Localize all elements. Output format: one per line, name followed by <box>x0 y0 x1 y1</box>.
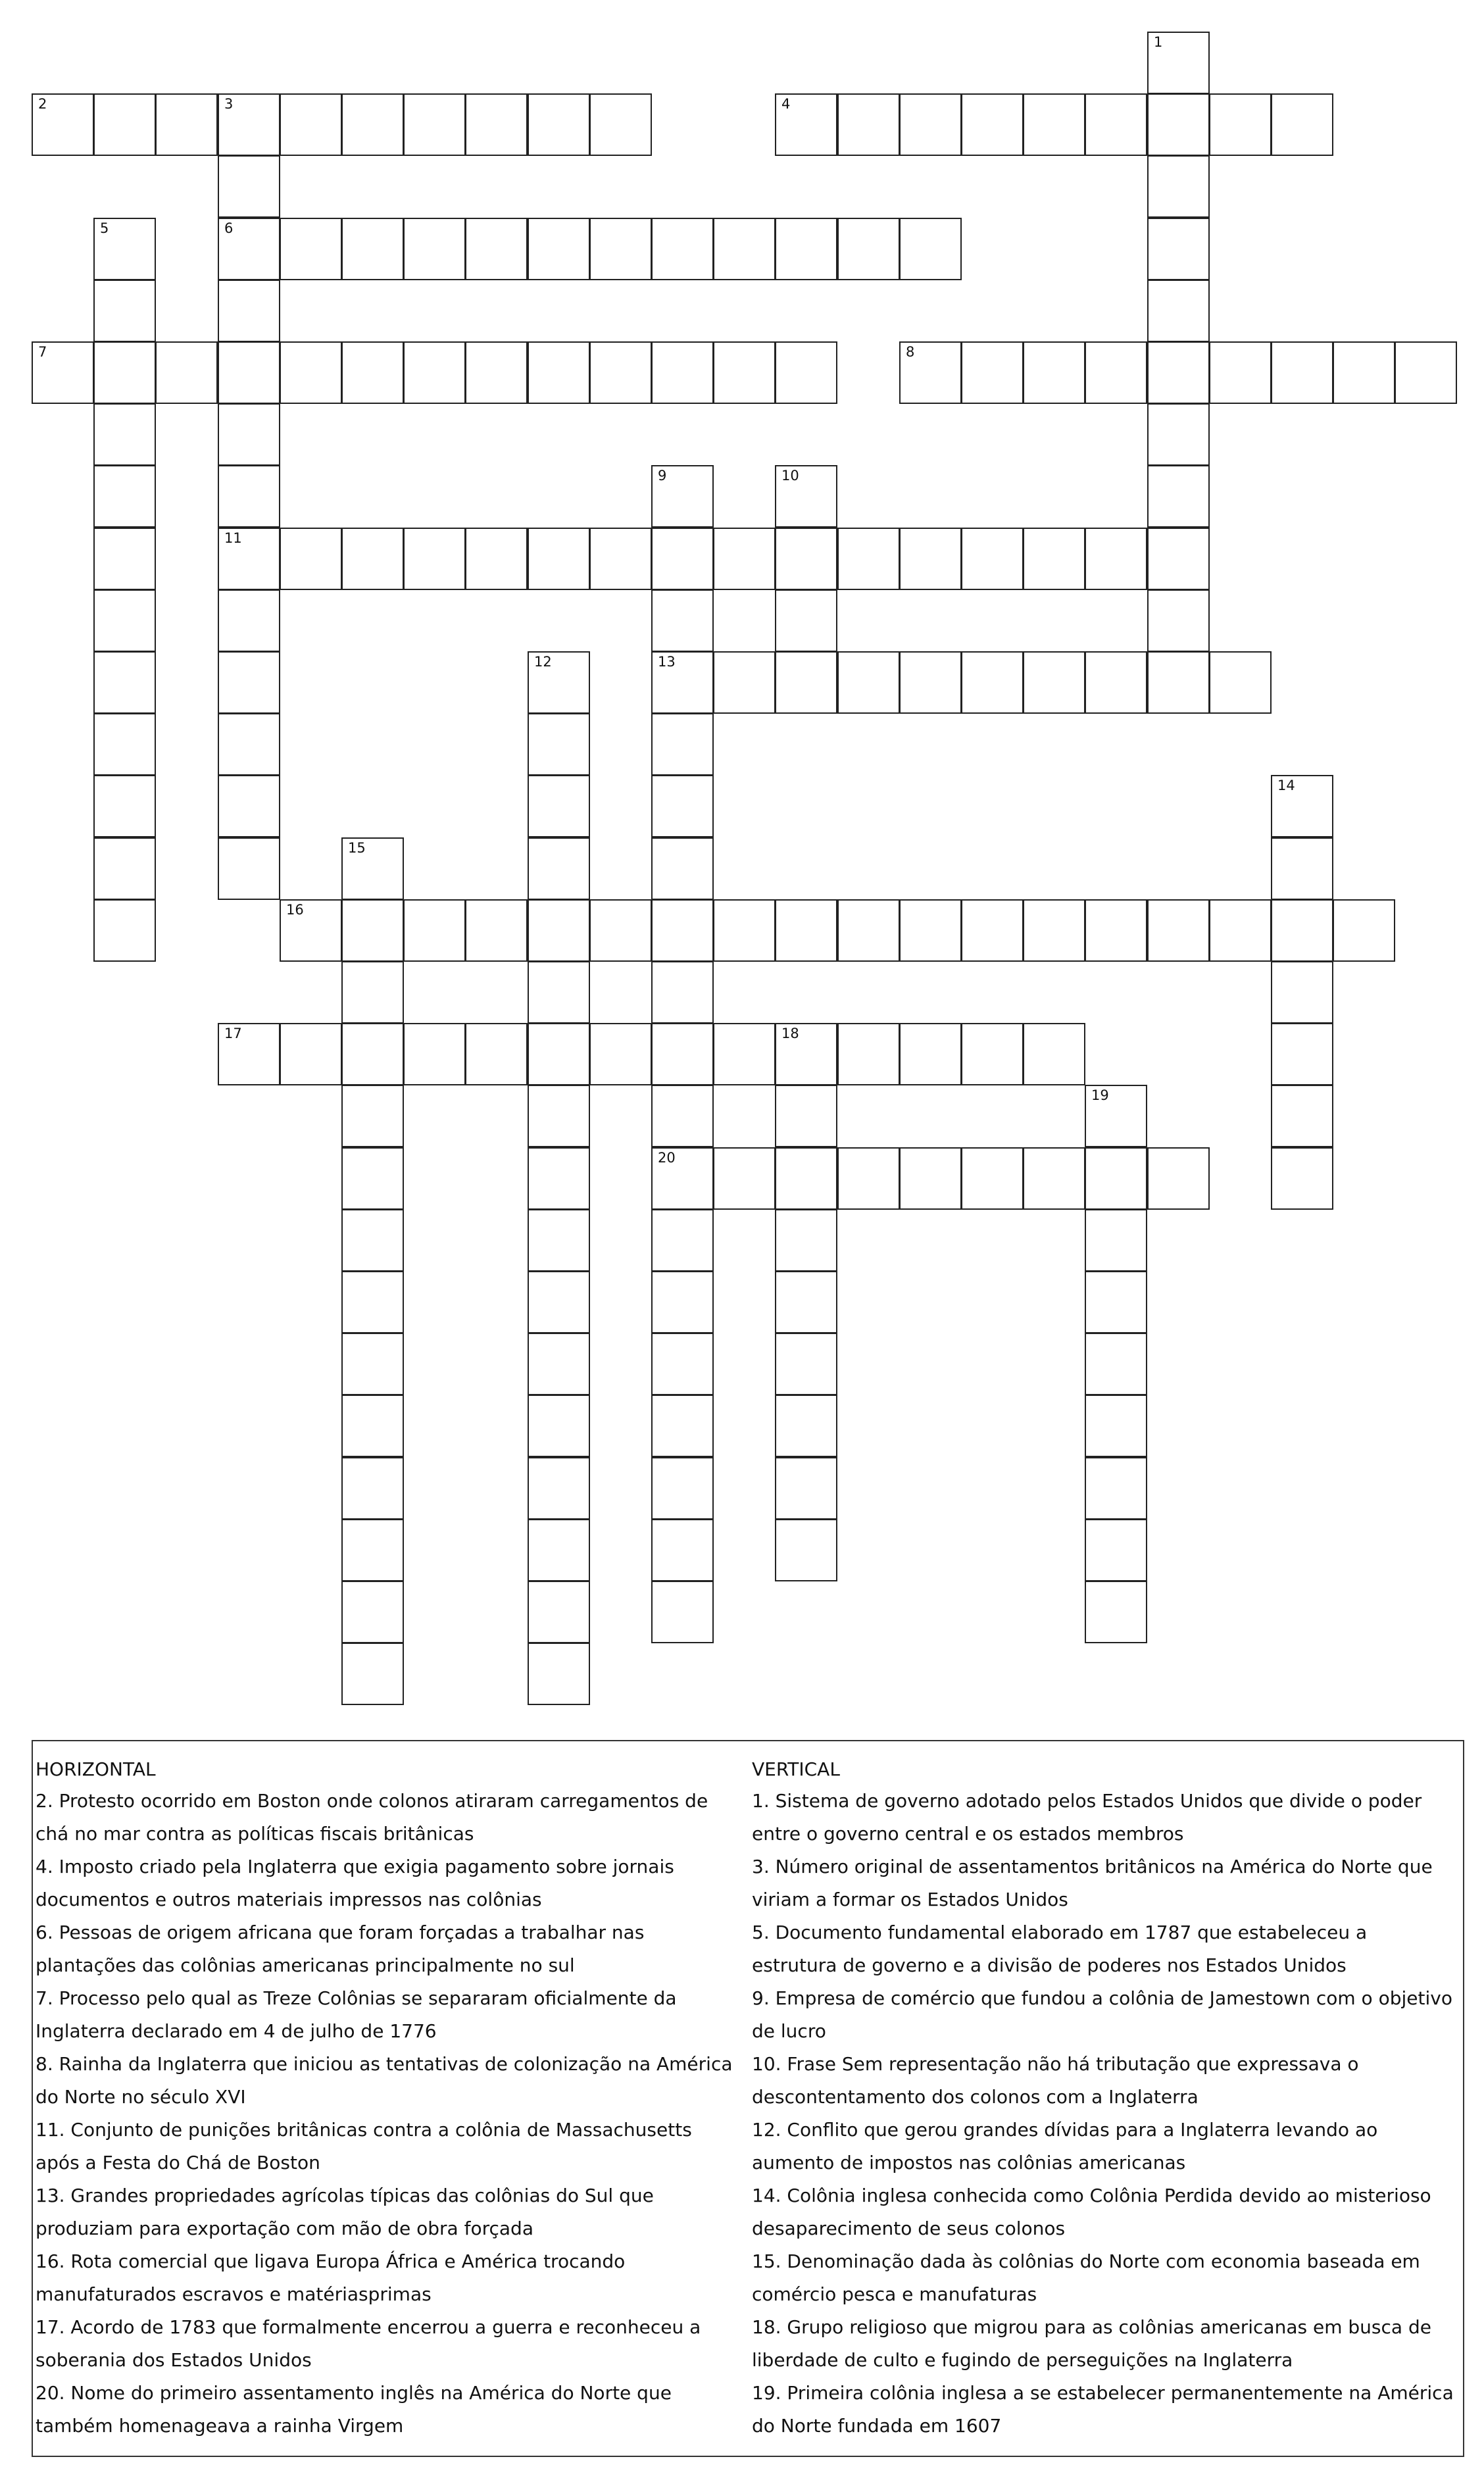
crossword-cell[interactable] <box>528 1147 590 1210</box>
crossword-cell[interactable] <box>341 1209 404 1272</box>
across-heading: HORIZONTAL <box>36 1758 156 1780</box>
crossword-cell[interactable] <box>280 218 342 280</box>
crossword-cell[interactable] <box>775 528 837 590</box>
crossword-cell[interactable] <box>1147 218 1210 280</box>
crossword-cell[interactable] <box>93 899 156 962</box>
crossword-cell[interactable] <box>1085 1519 1147 1581</box>
crossword-cell[interactable] <box>1085 1209 1147 1272</box>
across-clues-column <box>36 1753 739 2443</box>
crossword-cell[interactable] <box>1023 341 1085 404</box>
crossword-cell[interactable] <box>899 1023 962 1085</box>
crossword-cell[interactable] <box>775 651 837 714</box>
crossword-cell[interactable] <box>218 341 280 404</box>
crossword-cell[interactable] <box>651 218 714 280</box>
crossword-cell[interactable] <box>837 218 900 280</box>
crossword-cell[interactable] <box>1147 899 1210 962</box>
crossword-cell[interactable] <box>837 651 900 714</box>
crossword-cell[interactable] <box>218 403 280 466</box>
crossword-cell[interactable] <box>899 651 962 714</box>
crossword-cell[interactable] <box>651 528 714 590</box>
crossword-cell[interactable] <box>651 465 714 528</box>
crossword-cell[interactable] <box>280 899 342 962</box>
crossword-cell[interactable] <box>341 1395 404 1457</box>
crossword-cell[interactable] <box>1147 651 1210 714</box>
crossword-cell[interactable] <box>528 1457 590 1520</box>
crossword-cell[interactable] <box>961 528 1024 590</box>
clue-number: 12 <box>534 654 552 670</box>
crossword-cell[interactable] <box>775 1271 837 1333</box>
crossword-cell[interactable] <box>837 899 900 962</box>
crossword-cell[interactable] <box>1147 1147 1210 1210</box>
clue-number: 1 <box>1154 34 1163 50</box>
crossword-cell[interactable] <box>651 1395 714 1457</box>
crossword-cell[interactable] <box>1085 1271 1147 1333</box>
crossword-cell[interactable] <box>1085 528 1147 590</box>
crossword-cell[interactable] <box>837 1023 900 1085</box>
clue-across-16: 16. Rota comercial que ligava Europa África e América trocando manufaturados escravos e matériasprimas <box>36 2250 626 2305</box>
crossword-cell[interactable] <box>528 1519 590 1581</box>
clue-number: 19 <box>1091 1087 1109 1103</box>
crossword-cell[interactable] <box>1023 899 1085 962</box>
clue-number: 4 <box>781 96 791 112</box>
crossword-cell[interactable] <box>1395 341 1457 404</box>
clue-number: 5 <box>100 220 109 236</box>
crossword-cell[interactable] <box>651 1147 714 1210</box>
clue-down-18: 18. Grupo religioso que migrou para as colônias americanas em busca de liberdade de culto e fugindo de perseguições na Inglaterra <box>752 2316 1431 2371</box>
clue-down-5: 5. Documento fundamental elaborado em 1787 que estabeleceu a estrutura de governo e a divisão de poderes nos Estados Unidos <box>752 1922 1368 1976</box>
crossword-cell[interactable] <box>280 1023 342 1085</box>
crossword-cell[interactable] <box>93 713 156 776</box>
crossword-cell[interactable] <box>1085 899 1147 962</box>
crossword-cell[interactable] <box>528 961 590 1024</box>
crossword-cell[interactable] <box>218 155 280 218</box>
crossword-cell[interactable] <box>403 93 466 156</box>
crossword-cell[interactable] <box>93 280 156 342</box>
crossword-cell[interactable] <box>93 528 156 590</box>
crossword-cell[interactable] <box>589 1023 652 1085</box>
crossword-cell[interactable] <box>899 93 962 156</box>
crossword-cell[interactable] <box>93 837 156 900</box>
crossword-cell[interactable] <box>280 93 342 156</box>
crossword-cell[interactable] <box>1023 528 1085 590</box>
crossword-cell[interactable] <box>1147 465 1210 528</box>
clue-number: 18 <box>781 1026 799 1041</box>
crossword-cell[interactable] <box>1271 837 1333 900</box>
crossword-cell[interactable] <box>403 899 466 962</box>
crossword-cell[interactable] <box>651 1581 714 1643</box>
crossword-cell[interactable] <box>341 1643 404 1705</box>
crossword-cell[interactable] <box>218 280 280 342</box>
crossword-cell[interactable] <box>837 93 900 156</box>
crossword-cell[interactable] <box>651 651 714 714</box>
crossword-cell[interactable] <box>1209 341 1272 404</box>
crossword-cell[interactable] <box>465 1023 528 1085</box>
clue-across-7: 7. Processo pelo qual as Treze Colônias se separaram oficialmente da Inglaterra declarado em 4 de julho de 1776 <box>36 1987 677 2042</box>
crossword-cell[interactable] <box>713 528 776 590</box>
crossword-cell[interactable] <box>589 341 652 404</box>
crossword-cell[interactable] <box>899 341 962 404</box>
crossword-cell[interactable] <box>1085 1581 1147 1643</box>
crossword-cell[interactable] <box>93 218 156 280</box>
crossword-cell[interactable] <box>341 1519 404 1581</box>
crossword-cell[interactable] <box>528 93 590 156</box>
crossword-cell[interactable] <box>651 1271 714 1333</box>
crossword-cell[interactable] <box>218 651 280 714</box>
clue-across-6: 6. Pessoas de origem africana que foram forçadas a trabalhar nas plantações das colônias americanas principalmente no sul <box>36 1922 645 1976</box>
clue-number: 9 <box>658 468 667 484</box>
crossword-cell[interactable] <box>93 341 156 404</box>
crossword-cell[interactable] <box>589 528 652 590</box>
crossword-cell[interactable] <box>528 1209 590 1272</box>
crossword-cell[interactable] <box>651 1085 714 1147</box>
crossword-cell[interactable] <box>465 218 528 280</box>
crossword-cell[interactable] <box>713 341 776 404</box>
crossword-cell[interactable] <box>93 589 156 652</box>
crossword-cell[interactable] <box>528 1643 590 1705</box>
crossword-cell[interactable] <box>93 93 156 156</box>
crossword-cell[interactable] <box>341 93 404 156</box>
clue-number: 20 <box>658 1150 676 1166</box>
crossword-cell[interactable] <box>651 1333 714 1395</box>
crossword-cell[interactable] <box>1023 1023 1085 1085</box>
crossword-cell[interactable] <box>465 528 528 590</box>
crossword-cell[interactable] <box>899 528 962 590</box>
crossword-cell[interactable] <box>465 899 528 962</box>
crossword-cell[interactable] <box>341 1271 404 1333</box>
crossword-cell[interactable] <box>1209 899 1272 962</box>
crossword-cell[interactable] <box>280 341 342 404</box>
crossword-cell[interactable] <box>1333 899 1395 962</box>
crossword-cell[interactable] <box>528 1271 590 1333</box>
crossword-cell[interactable] <box>589 899 652 962</box>
crossword-cell[interactable] <box>651 713 714 776</box>
crossword-cell[interactable] <box>899 899 962 962</box>
crossword-cell[interactable] <box>713 1147 776 1210</box>
clue-down-1: 1. Sistema de governo adotado pelos Estados Unidos que divide o poder entre o governo central e os estados membros <box>752 1790 1422 1845</box>
crossword-cell[interactable] <box>1333 341 1395 404</box>
crossword-cell[interactable] <box>1085 1395 1147 1457</box>
crossword-cell[interactable] <box>899 1147 962 1210</box>
crossword-cell[interactable] <box>961 1023 1024 1085</box>
crossword-cell[interactable] <box>155 341 218 404</box>
crossword-cell[interactable] <box>341 899 404 962</box>
crossword-cell[interactable] <box>1271 341 1333 404</box>
crossword-cell[interactable] <box>1147 403 1210 466</box>
crossword-cell[interactable] <box>775 1147 837 1210</box>
clue-across-11: 11. Conjunto de punições britânicas contra a colônia de Massachusetts após a Festa do Chá de Boston <box>36 2119 692 2173</box>
crossword-cell[interactable] <box>218 218 280 280</box>
clue-down-14: 14. Colônia inglesa conhecida como Colônia Perdida devido ao misterioso desaparecimento de seus colonos <box>752 2185 1431 2239</box>
crossword-cell[interactable] <box>651 1209 714 1272</box>
crossword-cell[interactable] <box>528 1085 590 1147</box>
crossword-cell[interactable] <box>1271 899 1333 962</box>
crossword-cell[interactable] <box>1085 93 1147 156</box>
crossword-cell[interactable] <box>775 1333 837 1395</box>
crossword-cell[interactable] <box>651 1519 714 1581</box>
crossword-cell[interactable] <box>341 1581 404 1643</box>
crossword-cell[interactable] <box>93 403 156 466</box>
clue-across-2: 2. Protesto ocorrido em Boston onde colonos atiraram carregamentos de chá no mar contra as políticas fiscais britânicas <box>36 1790 708 1845</box>
crossword-cell[interactable] <box>775 1085 837 1147</box>
crossword-cell[interactable] <box>218 528 280 590</box>
crossword-cell[interactable] <box>1271 961 1333 1024</box>
clue-number: 15 <box>348 840 366 856</box>
crossword-cell[interactable] <box>218 1023 280 1085</box>
crossword-cell[interactable] <box>1209 651 1272 714</box>
clue-number: 16 <box>286 902 304 918</box>
crossword-cell[interactable] <box>1147 528 1210 590</box>
crossword-cell[interactable] <box>1147 93 1210 156</box>
crossword-cell[interactable] <box>1147 589 1210 652</box>
crossword-cell[interactable] <box>155 93 218 156</box>
crossword-cell[interactable] <box>403 218 466 280</box>
crossword-cell[interactable] <box>218 775 280 837</box>
down-clues-column <box>752 1753 1456 2443</box>
clue-down-12: 12. Conflito que gerou grandes dívidas para a Inglaterra levando ao aumento de impostos nas colônias americanas <box>752 2119 1378 2173</box>
clue-down-10: 10. Frase Sem representação não há tributação que expressava o descontentamento dos colonos com a Inglaterra <box>752 2053 1359 2108</box>
clue-number: 3 <box>224 96 234 112</box>
clue-across-20: 20. Nome do primeiro assentamento inglês na América do Norte que também homenageava a rainha Virgem <box>36 2382 672 2437</box>
crossword-cell[interactable] <box>341 218 404 280</box>
crossword-cell[interactable] <box>1271 93 1333 156</box>
clue-down-3: 3. Número original de assentamentos britânicos na América do Norte que viriam a formar os Estados Unidos <box>752 1856 1433 1910</box>
crossword-cell[interactable] <box>528 218 590 280</box>
crossword-cell[interactable] <box>713 651 776 714</box>
crossword-cell[interactable] <box>1085 1147 1147 1210</box>
crossword-cell[interactable] <box>93 775 156 837</box>
crossword-cell[interactable] <box>775 1395 837 1457</box>
crossword-cell[interactable] <box>1147 155 1210 218</box>
crossword-cell[interactable] <box>1271 775 1333 837</box>
crossword-cell[interactable] <box>589 93 652 156</box>
crossword-cell[interactable] <box>1209 93 1272 156</box>
crossword-cell[interactable] <box>341 961 404 1024</box>
crossword-cell[interactable] <box>1023 1147 1085 1210</box>
crossword-cell[interactable] <box>341 837 404 900</box>
crossword-cell[interactable] <box>1085 341 1147 404</box>
crossword-cell[interactable] <box>1085 1085 1147 1147</box>
crossword-cell[interactable] <box>93 465 156 528</box>
crossword-cell[interactable] <box>341 528 404 590</box>
clue-number: 2 <box>38 96 47 112</box>
crossword-cell[interactable] <box>651 1457 714 1520</box>
clue-number: 17 <box>224 1026 242 1041</box>
crossword-cell[interactable] <box>218 713 280 776</box>
crossword-cell[interactable] <box>837 528 900 590</box>
clue-number: 8 <box>906 344 915 360</box>
clue-down-9: 9. Empresa de comércio que fundou a colônia de Jamestown com o objetivo de lucro <box>752 1987 1452 2042</box>
crossword-cell[interactable] <box>341 1147 404 1210</box>
crossword-cell[interactable] <box>465 93 528 156</box>
crossword-cell[interactable] <box>1023 651 1085 714</box>
crossword-cell[interactable] <box>1271 1023 1333 1085</box>
crossword-cell[interactable] <box>1147 341 1210 404</box>
crossword-cell[interactable] <box>1271 1085 1333 1147</box>
crossword-cell[interactable] <box>528 899 590 962</box>
crossword-cell[interactable] <box>1147 32 1210 94</box>
crossword-cell[interactable] <box>961 651 1024 714</box>
crossword-cell[interactable] <box>1271 1147 1333 1210</box>
crossword-cell[interactable] <box>961 899 1024 962</box>
crossword-cell[interactable] <box>837 1147 900 1210</box>
crossword-cell[interactable] <box>651 775 714 837</box>
crossword-cell[interactable] <box>589 218 652 280</box>
crossword-cell[interactable] <box>651 837 714 900</box>
crossword-cell[interactable] <box>218 589 280 652</box>
crossword-cell[interactable] <box>465 341 528 404</box>
crossword-cell[interactable] <box>775 1209 837 1272</box>
crossword-cell[interactable] <box>218 837 280 900</box>
crossword-cell[interactable] <box>961 1147 1024 1210</box>
crossword-cell[interactable] <box>1085 1457 1147 1520</box>
crossword-cell[interactable] <box>775 341 837 404</box>
crossword-cell[interactable] <box>775 589 837 652</box>
crossword-cell[interactable] <box>651 1023 714 1085</box>
crossword-cell[interactable] <box>651 341 714 404</box>
crossword-cell[interactable] <box>961 341 1024 404</box>
crossword-cell[interactable] <box>403 1023 466 1085</box>
crossword-cell[interactable] <box>528 651 590 714</box>
crossword-cell[interactable] <box>775 1519 837 1581</box>
clue-across-8: 8. Rainha da Inglaterra que iniciou as tentativas de colonização na América do Norte no século XVI <box>36 2053 733 2108</box>
crossword-cell[interactable] <box>32 341 94 404</box>
clue-across-13: 13. Grandes propriedades agrícolas típicas das colônias do Sul que produziam para exportação com mão de obra forçada <box>36 2185 654 2239</box>
crossword-cell[interactable] <box>775 1023 837 1085</box>
crossword-cell[interactable] <box>218 465 280 528</box>
crossword-cell[interactable] <box>341 1023 404 1085</box>
clue-down-19: 19. Primeira colônia inglesa a se estabelecer permanentemente na América do Norte fundada em 1607 <box>752 2382 1454 2437</box>
crossword-cell[interactable] <box>403 341 466 404</box>
crossword-cell[interactable] <box>651 961 714 1024</box>
crossword-cell[interactable] <box>1023 93 1085 156</box>
crossword-cell[interactable] <box>1147 280 1210 342</box>
crossword-cell[interactable] <box>341 341 404 404</box>
crossword-cell[interactable] <box>528 1395 590 1457</box>
clues-box <box>32 1740 1464 2457</box>
crossword-cell[interactable] <box>341 1085 404 1147</box>
crossword-cell[interactable] <box>775 465 837 528</box>
crossword-cell[interactable] <box>775 1457 837 1520</box>
crossword-cell[interactable] <box>713 899 776 962</box>
crossword-cell[interactable] <box>93 651 156 714</box>
clue-number: 10 <box>781 468 799 484</box>
crossword-cell[interactable] <box>341 1457 404 1520</box>
crossword-cell[interactable] <box>775 93 837 156</box>
down-heading: VERTICAL <box>752 1758 840 1780</box>
crossword-cell[interactable] <box>1085 1333 1147 1395</box>
crossword-cell[interactable] <box>713 1023 776 1085</box>
clue-across-17: 17. Acordo de 1783 que formalmente encerrou a guerra e reconheceu a soberania dos Estados Unidos <box>36 2316 701 2371</box>
clue-number: 7 <box>38 344 47 360</box>
crossword-cell[interactable] <box>218 93 280 156</box>
crossword-cell[interactable] <box>528 1333 590 1395</box>
crossword-cell[interactable] <box>341 1333 404 1395</box>
crossword-cell[interactable] <box>651 589 714 652</box>
clue-down-15: 15. Denominação dada às colônias do Norte com economia baseada em comércio pesca e manufaturas <box>752 2250 1420 2305</box>
clue-number: 6 <box>224 220 234 236</box>
crossword-cell[interactable] <box>899 218 962 280</box>
crossword-cell[interactable] <box>775 218 837 280</box>
crossword-cell[interactable] <box>775 899 837 962</box>
clue-number: 13 <box>658 654 676 670</box>
crossword-cell[interactable] <box>528 1023 590 1085</box>
crossword-cell[interactable] <box>1085 651 1147 714</box>
crossword-cell[interactable] <box>528 713 590 776</box>
crossword-cell[interactable] <box>528 1581 590 1643</box>
crossword-cell[interactable] <box>528 775 590 837</box>
crossword-cell[interactable] <box>713 218 776 280</box>
clue-across-4: 4. Imposto criado pela Inglaterra que exigia pagamento sobre jornais documentos e outros materiais impressos nas colônias <box>36 1856 674 1910</box>
crossword-cell[interactable] <box>528 528 590 590</box>
crossword-cell[interactable] <box>403 528 466 590</box>
clue-number: 14 <box>1277 778 1295 793</box>
crossword-cell[interactable] <box>32 93 94 156</box>
crossword-cell[interactable] <box>280 528 342 590</box>
crossword-cell[interactable] <box>528 837 590 900</box>
crossword-cell[interactable] <box>961 93 1024 156</box>
crossword-cell[interactable] <box>528 341 590 404</box>
crossword-cell[interactable] <box>651 899 714 962</box>
clue-number: 11 <box>224 530 242 546</box>
